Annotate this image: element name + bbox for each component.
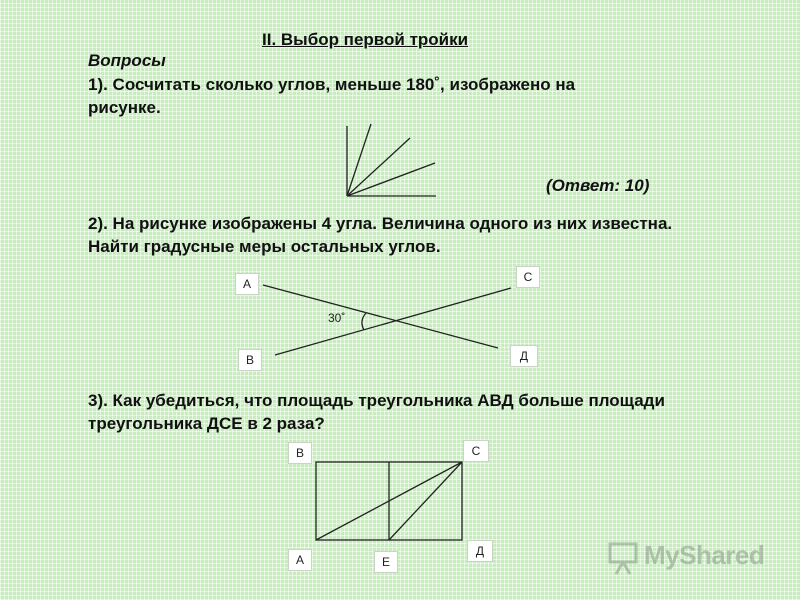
watermark-logo <box>604 536 769 576</box>
label-q2-b: В <box>238 349 262 371</box>
label-q3-c: С <box>463 440 489 462</box>
figure-rectangle <box>316 462 462 540</box>
answer-1: (Ответ: 10) <box>546 176 650 195</box>
question-2-line-2: Найти градусные меры остальных углов. <box>88 237 441 256</box>
label-q3-b: В <box>288 442 312 464</box>
question-3-line-1: 3). Как убедиться, что площадь треугольника АВД больше площади <box>88 391 665 410</box>
segment-e-c <box>389 462 462 540</box>
label-q3-d: Д <box>467 540 493 562</box>
section-title: II. Выбор первой тройки <box>262 30 469 49</box>
question-1-line-1: 1). Сосчитать сколько углов, меньше 180˚, изображено на <box>88 75 576 94</box>
label-q2-a: А <box>235 273 259 295</box>
label-q3-e: Е <box>374 551 398 573</box>
figure-rays <box>347 124 436 196</box>
label-q2-c: С <box>516 266 540 288</box>
angle-value: 30˚ <box>328 311 346 325</box>
label-q3-a: А <box>288 549 312 571</box>
ray-shallow <box>347 163 435 196</box>
question-1-line-2: рисунке. <box>88 98 161 117</box>
questions-header: Вопросы <box>88 51 166 70</box>
label-q2-d: Д <box>510 345 538 367</box>
figure-crossing-lines <box>263 285 511 355</box>
angle-arc <box>362 313 366 330</box>
question-3-line-2: треугольника ДСЕ в 2 раза? <box>88 414 325 433</box>
watermark-text: MyShared <box>644 540 765 570</box>
question-2-line-1: 2). На рисунке изображены 4 угла. Величина одного из них известна. <box>88 214 673 233</box>
line-a-d <box>263 285 498 348</box>
presentation-board-icon <box>606 540 642 576</box>
